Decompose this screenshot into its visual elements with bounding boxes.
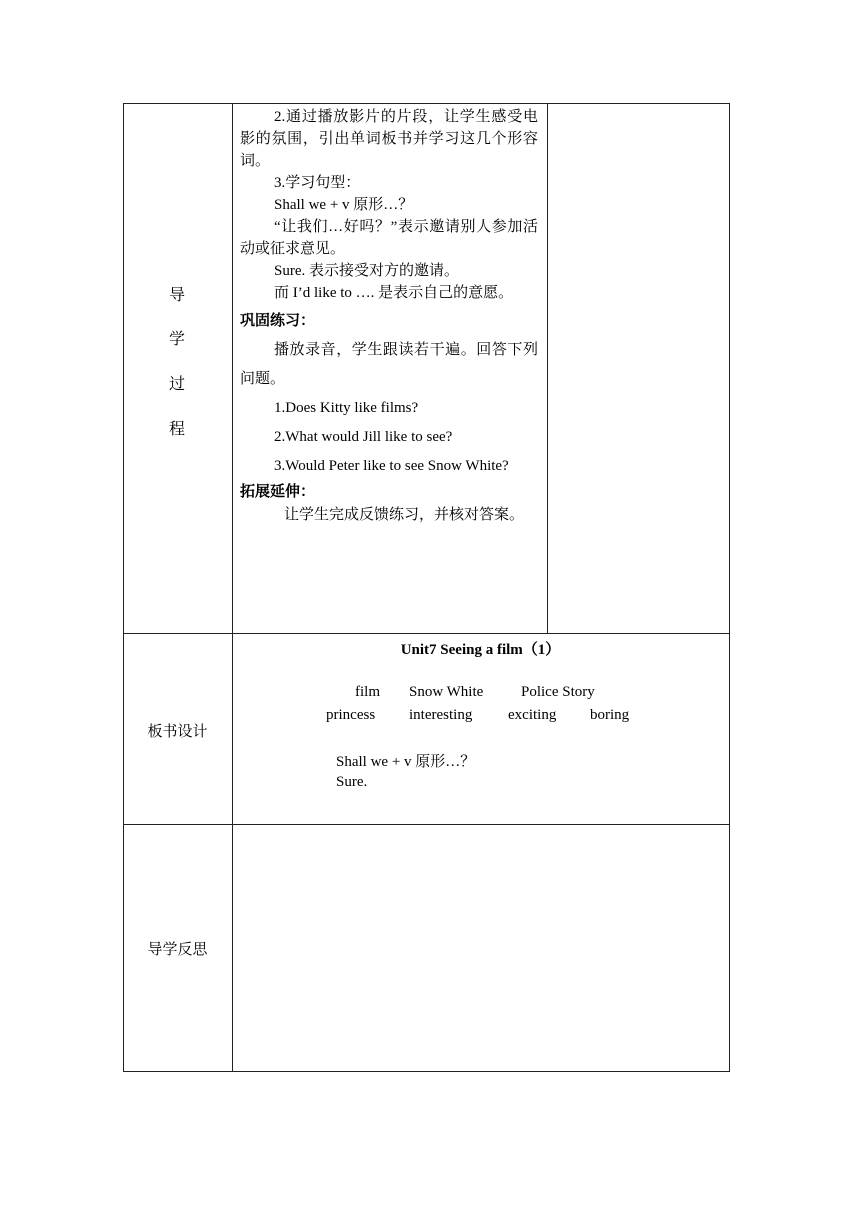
consolidate-title: 巩固练习： [240,313,316,329]
reflection-label: 导学反思 [147,942,208,958]
question-1: 1.Does Kitty like films? [274,400,419,416]
table-right-border [729,103,730,1072]
extend-text: 让学生完成反馈练习，并核对答案。 [284,507,525,523]
board-sentence-pattern: Shall we + v 原形…？ [336,754,476,770]
would-like-meaning: 而 I’d like to …. 是表示自己的意愿。 [274,285,514,301]
board-design-label: 板书设计 [147,724,208,740]
table-bottom-border [123,1071,730,1072]
question-3: 3.Would Peter like to see Snow White? [274,458,509,474]
process-label-char-3: 过 [168,376,185,393]
question-2: 2.What would Jill like to see? [274,429,453,445]
process-label-char-4: 程 [168,421,185,438]
board-word-film: film [355,684,380,700]
board-word-snow-white: Snow White [409,684,484,700]
board-answer: Sure. [336,774,368,790]
label-column-divider [232,103,233,1072]
board-word-princess: princess [326,707,376,723]
notes-column-divider [547,103,548,634]
pattern-meaning: “让我们…好吗？”表示邀请别人参加活动或征求意见。 [240,219,538,257]
step-2-text: 2.通过播放影片的片段，让学生感受电影的氛围，引出单词板书并学习这几个形容词。 [240,109,538,169]
board-word-boring: boring [590,707,630,723]
process-label-char-2: 学 [168,331,185,348]
sentence-pattern: Shall we + v 原形…？ [274,197,414,213]
row-divider-1 [123,633,730,634]
process-label-char-1: 导 [168,287,185,304]
row-divider-2 [123,824,730,825]
board-word-exciting: exciting [508,707,557,723]
consolidate-text: 播放录音，学生跟读若干遍。回答下列问题。 [240,342,538,387]
table-top-border [123,103,730,104]
process-content [240,106,538,527]
board-word-police-story: Police Story [521,684,595,700]
table-left-border [123,103,124,1072]
step-3-title: 3.学习句型： [274,175,361,191]
board-word-interesting: interesting [409,707,473,723]
board-title: Unit7 Seeing a film（1） [400,642,561,658]
extend-title: 拓展延伸： [240,484,316,500]
sure-meaning: Sure. 表示接受对方的邀请。 [274,263,459,279]
